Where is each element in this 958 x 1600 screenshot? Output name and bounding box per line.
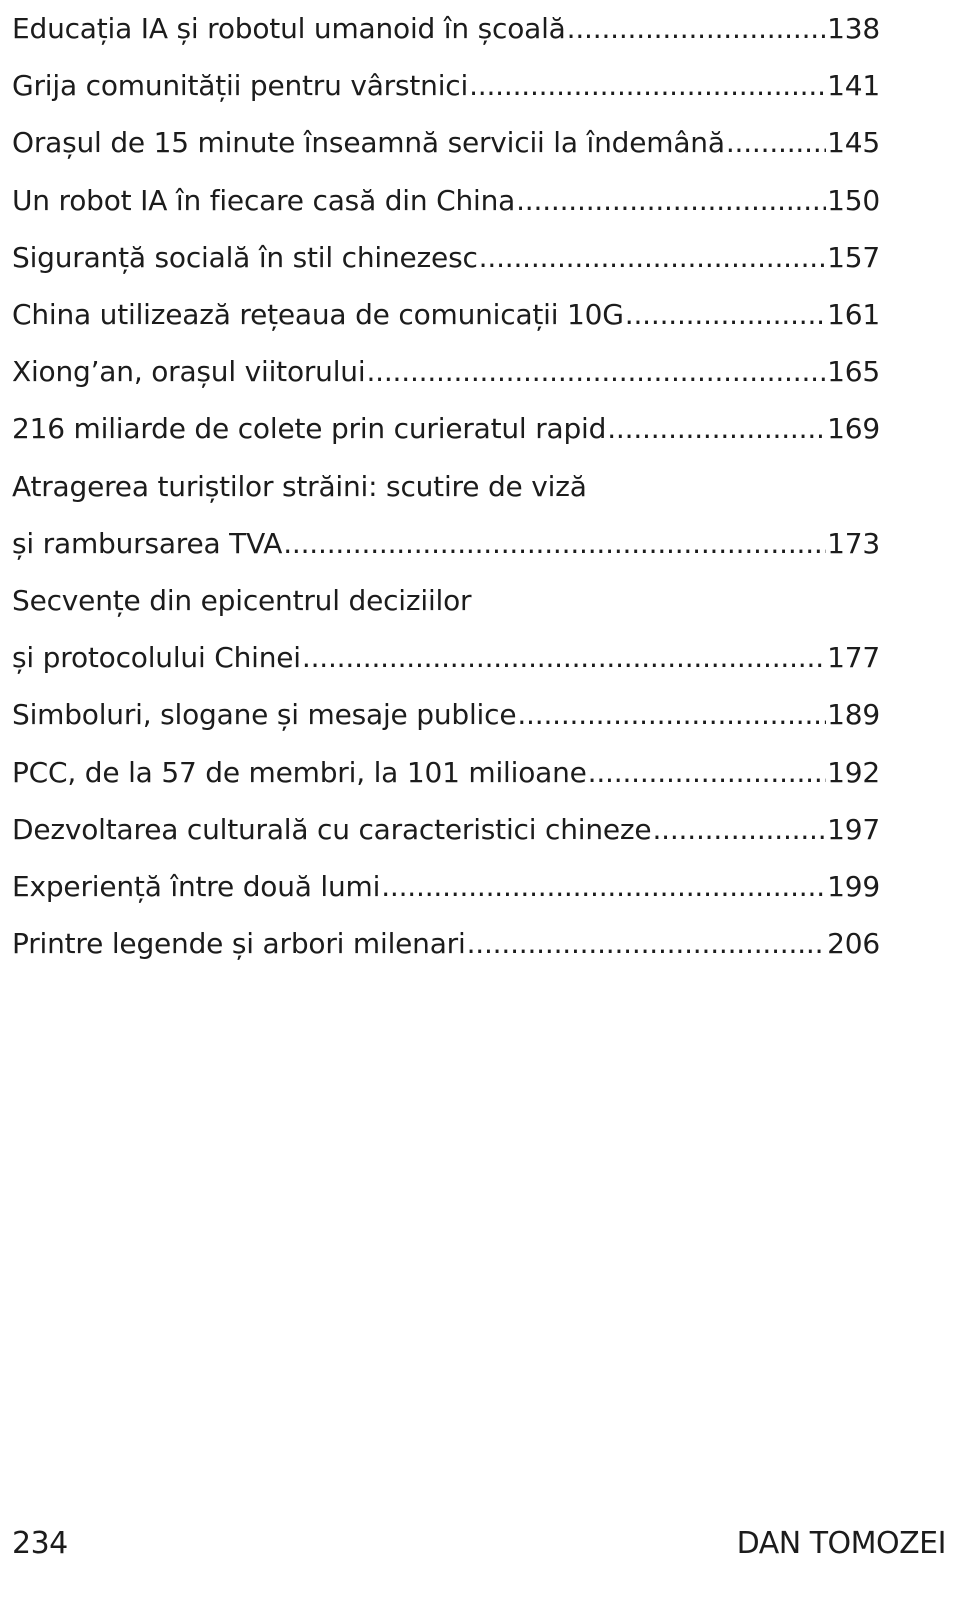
toc-entry-title: PCC, de la 57 de membri, la 101 milioane (12, 755, 587, 789)
toc-entry (12, 229, 880, 286)
toc-entry-page: 206 (827, 927, 880, 961)
dot-leader (366, 355, 826, 388)
dot-leader (607, 412, 826, 445)
toc-entry-title: și rambursarea TVA (12, 526, 283, 560)
toc-entry-title: Dezvoltarea culturală cu caracteristici chineze (12, 812, 652, 846)
toc-entry-page: 150 (827, 183, 880, 217)
toc-entry-page: 145 (827, 126, 880, 160)
toc-entry (12, 400, 880, 457)
toc-entry-title: Experiență între două lumi (12, 869, 381, 903)
toc-entry (12, 743, 880, 800)
toc-entry-page: 177 (827, 641, 880, 675)
toc-entry-page: 165 (827, 355, 880, 389)
toc-entry-title: Printre legende și arbori milenari (12, 927, 466, 961)
dot-leader (588, 756, 827, 789)
dot-leader (381, 870, 826, 903)
toc-entry-page: 189 (827, 698, 880, 732)
dot-leader (625, 298, 826, 331)
toc-entry-title: Un robot IA în fiecare casă din China (12, 183, 516, 217)
toc-entry (12, 286, 880, 343)
toc-entry (12, 629, 880, 686)
toc-entry (12, 915, 880, 972)
toc-entry-title: Orașul de 15 minute înseamnă servicii la îndemână (12, 126, 725, 160)
dot-leader (467, 927, 827, 960)
dot-leader (302, 641, 826, 674)
toc-entry-title: Secvențe din epicentrul deciziilor (12, 583, 472, 617)
toc-entry-page: 161 (827, 298, 880, 332)
toc-entry-title: Xiong’an, orașul viitorului (12, 355, 366, 389)
dot-leader (517, 698, 826, 731)
dot-leader (516, 184, 826, 217)
toc-entry (12, 686, 880, 743)
toc-entry (12, 0, 880, 57)
toc-entry-page: 138 (827, 12, 880, 46)
toc-entry-title: Atragerea turiștilor străini: scutire de viză (12, 469, 587, 503)
toc-entry-title: Educația IA și robotul umanoid în școală (12, 12, 566, 46)
dot-leader (469, 69, 826, 102)
toc-entry (12, 114, 880, 171)
toc-entry-title: Grija comunității pentru vârstnici (12, 69, 469, 103)
dot-leader (726, 126, 826, 159)
dot-leader (283, 527, 826, 560)
page-number: 234 (12, 1525, 68, 1561)
toc-entry-page: 199 (827, 869, 880, 903)
toc-entry-page: 192 (827, 755, 880, 789)
toc-entry-page: 169 (827, 412, 880, 446)
dot-leader (479, 241, 826, 274)
toc-entry-page: 157 (827, 240, 880, 274)
running-author: DAN TOMOZEI (736, 1525, 946, 1561)
toc-entry-first-line (12, 458, 880, 515)
toc-entry-title: Siguranță socială în stil chinezesc (12, 240, 478, 274)
toc-entry-page: 141 (827, 69, 880, 103)
toc-entry (12, 515, 880, 572)
toc-entry-title: și protocolului Chinei (12, 641, 301, 675)
page-footer (12, 1521, 946, 1565)
toc-entry-first-line (12, 572, 880, 629)
dot-leader (652, 813, 826, 846)
toc-entry (12, 858, 880, 915)
toc-entry (12, 172, 880, 229)
toc-entry (12, 801, 880, 858)
toc-entry-title: China utilizează rețeaua de comunicații 10G (12, 298, 624, 332)
toc-entry (12, 343, 880, 400)
table-of-contents (12, 0, 880, 972)
toc-entry (12, 57, 880, 114)
toc-entry-title: Simboluri, slogane și mesaje publice (12, 698, 517, 732)
toc-entry-title: 216 miliarde de colete prin curieratul rapid (12, 412, 607, 446)
toc-entry-page: 197 (827, 812, 880, 846)
dot-leader (567, 12, 827, 45)
toc-entry-page: 173 (827, 526, 880, 560)
